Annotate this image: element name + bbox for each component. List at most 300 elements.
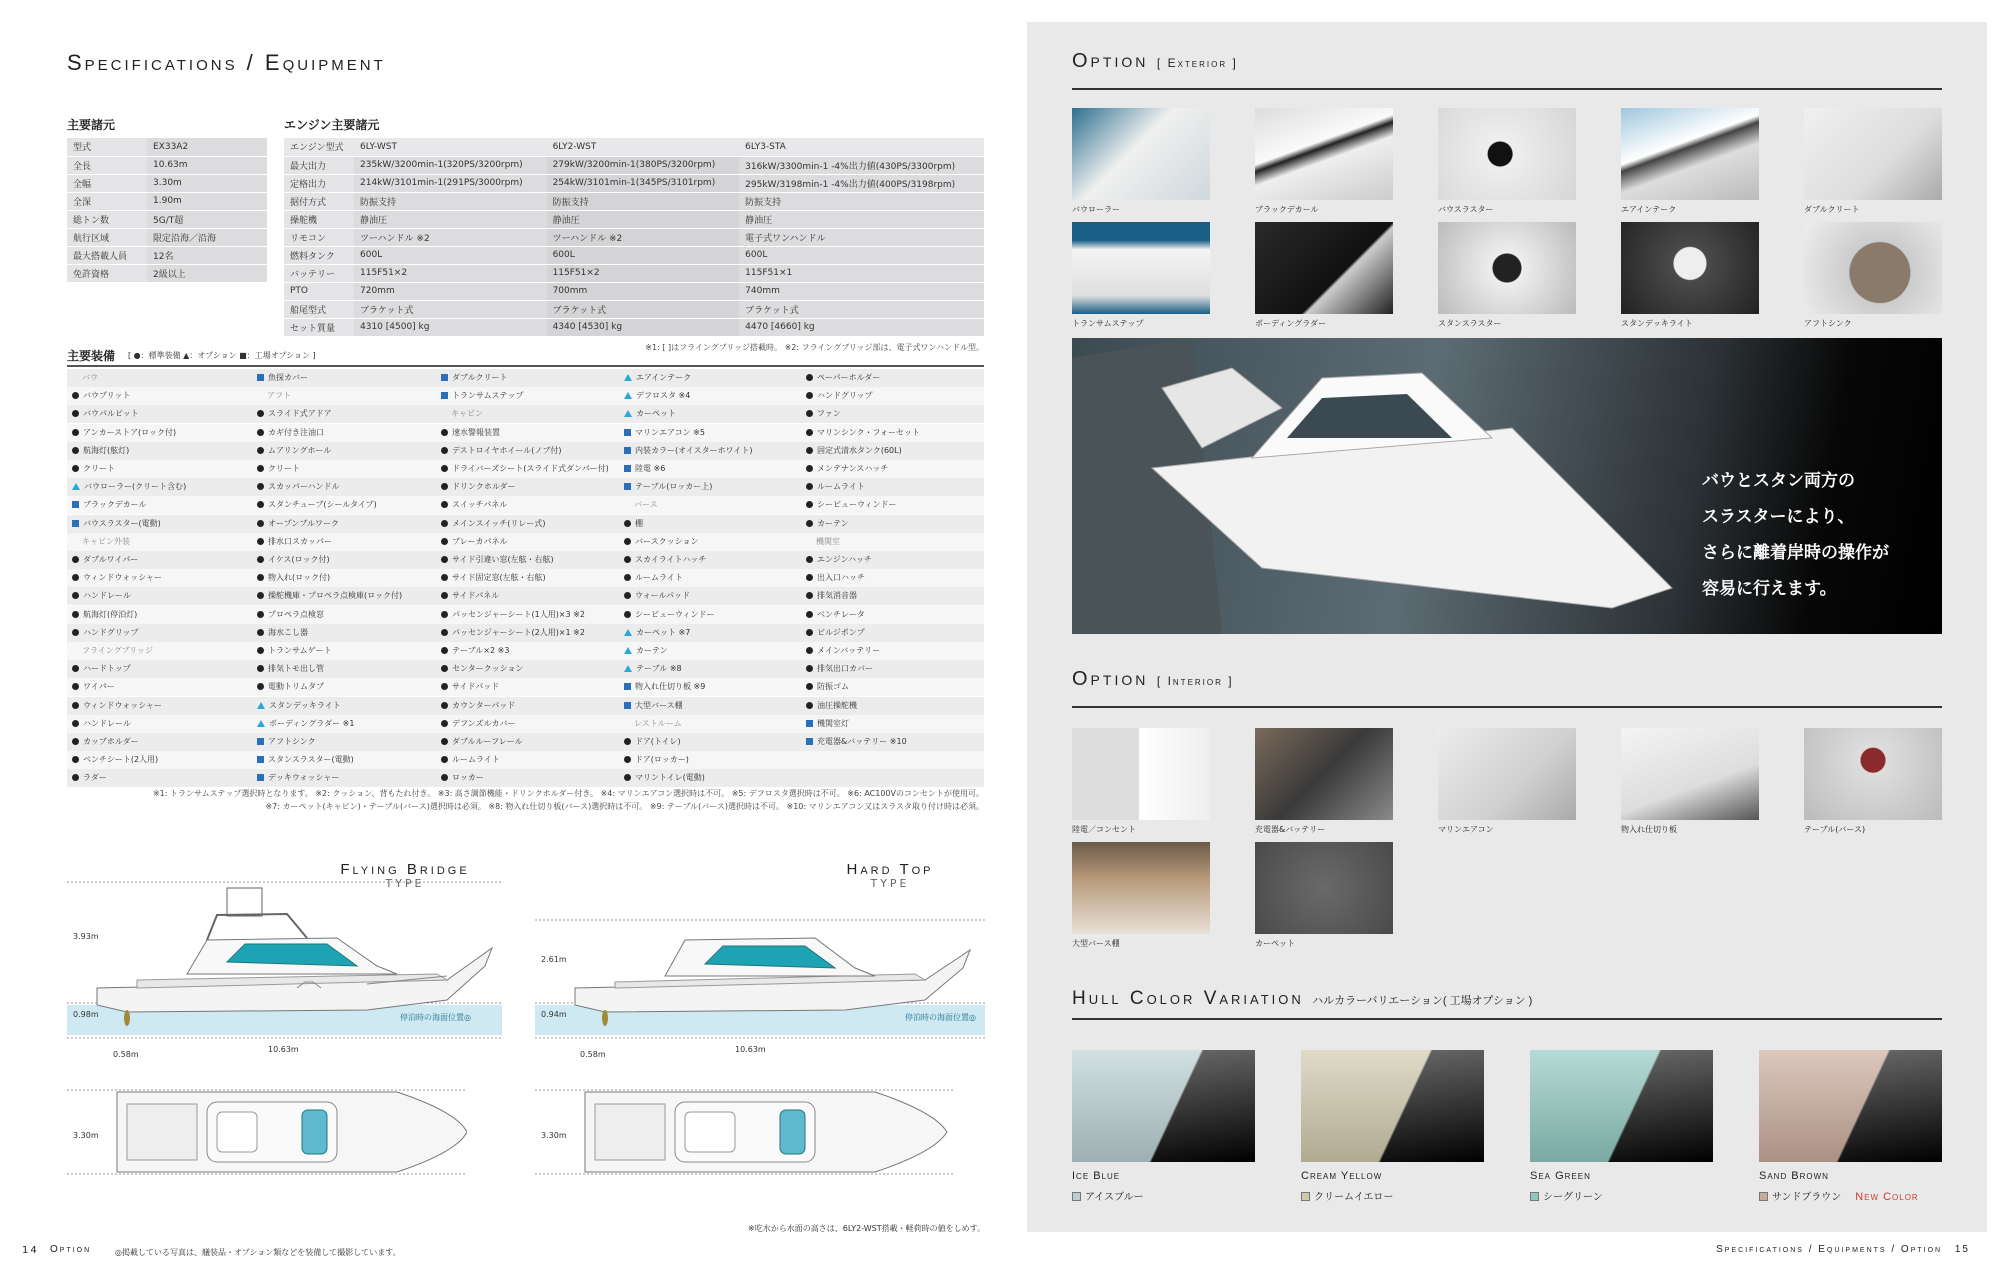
left-page-number: 14 <box>22 1245 39 1256</box>
photo-caption: ボーディングラダー <box>1255 319 1327 328</box>
equipment-item <box>257 751 354 769</box>
standard-marker-icon <box>72 429 79 436</box>
equipment-item-label: バウローラー(クリート含む) <box>84 482 187 492</box>
equipment-item-label: 速水警報装置 <box>452 427 500 437</box>
equipment-item-label: スカッパーハンドル <box>268 482 340 492</box>
equipment-item <box>257 424 324 442</box>
equipment-item-label: カーペット <box>636 409 676 419</box>
equipment-item-label: ダブルルーフレール <box>452 737 523 746</box>
equipment-row-bg <box>67 769 984 787</box>
standard-marker-icon <box>72 574 79 581</box>
equipment-item-label: スイッチパネル <box>452 500 508 510</box>
standard-marker-icon <box>806 683 813 690</box>
color-checkbox-icon <box>1301 1192 1310 1201</box>
equipment-item-label: アフト <box>267 391 291 401</box>
fb-height-label: 3.93m <box>73 932 99 941</box>
engine-spec-row <box>284 282 984 300</box>
standard-marker-icon <box>624 592 631 599</box>
equipment-item <box>441 442 562 460</box>
equipment-item-label: 陸電 ※6 <box>635 464 666 473</box>
standard-marker-icon <box>806 592 813 599</box>
equipment-item <box>72 424 176 442</box>
color-checkbox-icon <box>1072 1192 1081 1201</box>
equipment-item-label: サイド固定窓(左舷・右舷) <box>452 573 546 583</box>
standard-marker-icon <box>441 483 448 490</box>
standard-marker-icon <box>441 574 448 581</box>
fb-side-drawing <box>67 870 502 1070</box>
equipment-item <box>806 715 849 733</box>
equipment-item <box>257 606 324 624</box>
standard-marker-icon <box>441 501 448 508</box>
exterior-title-sub: [ Exterior ] <box>1156 56 1238 70</box>
standard-marker-icon <box>806 483 813 490</box>
equipment-item-label: ルームライト <box>635 573 683 583</box>
equipment-item-label: 航海灯(停泊灯) <box>83 609 138 619</box>
equipment-item <box>624 551 706 569</box>
equipment-item <box>257 533 332 551</box>
standard-marker-icon <box>806 520 813 527</box>
option-marker-icon <box>624 410 632 417</box>
equipment-item-label: カーテン <box>636 646 668 655</box>
equipment-item-label: 防振ゴム <box>817 682 849 692</box>
equipment-item <box>257 642 332 660</box>
ht-subtitle: TYPE <box>870 877 910 890</box>
main-spec-row <box>67 192 267 210</box>
equipment-item-label: カーペット ※7 <box>636 627 691 637</box>
equipment-item-label: 棚 <box>635 518 643 528</box>
equipment-item <box>257 369 308 387</box>
equipment-item <box>72 587 131 605</box>
equipment-item-label: ハードトップ <box>83 664 131 674</box>
factory-option-marker-icon <box>624 702 631 709</box>
ht-draft-label: 0.94m <box>541 1010 567 1019</box>
hull-color-jp <box>1530 1188 1603 1203</box>
equipment-item <box>441 424 500 442</box>
equipment-item-label: ハンドグリップ <box>83 627 139 637</box>
equipment-item-label: バースクッション <box>635 536 699 546</box>
equipment-item-label: テーブル(ロッカー上) <box>635 482 713 492</box>
main-spec-value: 12名 <box>147 246 267 264</box>
standard-marker-icon <box>441 447 448 454</box>
equipment-item <box>72 387 130 405</box>
standard-marker-icon <box>441 538 448 545</box>
photo-caption: ブラックデカール <box>1255 205 1319 214</box>
equipment-item-label: ウォールパッド <box>635 591 690 601</box>
equipment-item <box>624 697 683 715</box>
hull-shading <box>1072 1050 1255 1162</box>
standard-marker-icon <box>72 665 79 672</box>
engine-spec-cell: 最大出力 <box>284 156 354 174</box>
standard-marker-icon <box>624 611 631 618</box>
photo-caption: エアインテーク <box>1621 205 1677 214</box>
equipment-item-label: センタークッション <box>452 664 524 674</box>
equipment-item <box>82 642 153 660</box>
equipment-item <box>441 733 523 751</box>
engine-note: ※1: [ ]はフライングブリッジ搭載時。 ※2: フライングブリッジ部は、電子式ワンハンドル型。 <box>645 343 984 352</box>
engine-spec-cell: 295kW/3198min-1 -4%出力値(400PS/3198rpm) <box>739 174 984 192</box>
standard-marker-icon <box>72 756 79 763</box>
equipment-item <box>806 606 865 624</box>
equipment-item <box>82 533 130 551</box>
main-spec-value: 1.90m <box>147 192 267 210</box>
interior-photo <box>1255 728 1393 820</box>
interior-photo <box>1804 728 1942 820</box>
equipment-item <box>72 660 131 678</box>
main-spec-value: EX33A2 <box>147 138 267 156</box>
option-marker-icon <box>624 647 632 654</box>
equipment-item-label: ダブルクリート <box>452 373 508 382</box>
equipment-item-label: メインバッテリー <box>817 646 881 655</box>
standard-marker-icon <box>806 702 813 709</box>
main-spec-value: 10.63m <box>147 156 267 174</box>
main-spec-row <box>67 138 267 156</box>
standard-marker-icon <box>624 574 631 581</box>
hull-color-jp <box>1759 1188 1919 1203</box>
equipment-item-label: カーテン <box>817 518 849 528</box>
equipment-item-label: 魚探カバー <box>268 373 308 382</box>
equipment-item <box>806 587 857 605</box>
equipment-item <box>72 460 115 478</box>
engine-spec-cell: PTO <box>284 282 354 300</box>
equipment-item <box>624 442 753 460</box>
main-spec-value: 2級以上 <box>147 264 267 282</box>
equipment-item-label: ドア(トイレ) <box>635 737 681 746</box>
equipment-item-label: 機関室灯 <box>817 718 849 728</box>
equipment-item <box>624 751 689 769</box>
interior-photo <box>1621 728 1759 820</box>
equipment-item-label: カギ付き注油口 <box>268 427 324 437</box>
standard-marker-icon <box>257 501 264 508</box>
equipment-item-label: 操舵機庫・プロペラ点検庫(ロック付) <box>268 591 403 601</box>
equipment-item-label: ベンチシート(2人用) <box>83 755 159 765</box>
equipment-item-label: メンテナンスハッチ <box>817 464 889 473</box>
hull-color-name: Sand Brown <box>1759 1170 1829 1182</box>
equipment-item <box>257 624 308 642</box>
equipment-item <box>624 387 690 405</box>
equipment-item-label: イケス(ロック付) <box>268 555 330 564</box>
equipment-item <box>72 478 186 496</box>
engine-spec-cell: ツーハンドル ※2 <box>547 228 740 246</box>
fb-title: Flying Bridge <box>340 861 470 878</box>
hull-color-swatch <box>1759 1050 1942 1162</box>
hull-color-jp-label: サンドブラウン <box>1772 1192 1842 1203</box>
main-specs-table <box>67 138 267 283</box>
equipment-item <box>257 442 331 460</box>
color-checkbox-icon <box>1759 1192 1768 1201</box>
equipment-item-label: ハンドレール <box>83 718 131 728</box>
equipment-item <box>806 442 902 460</box>
equipment-item <box>441 715 515 733</box>
equipment-item <box>806 733 907 751</box>
equipment-item <box>634 496 658 514</box>
equipment-item-label: 固定式清水タンク(60L) <box>817 445 902 455</box>
engine-spec-cell: 静油圧 <box>547 210 740 228</box>
equipment-item <box>441 606 585 624</box>
main-spec-value: 3.30m <box>147 174 267 192</box>
equipment-item-label: ドア(ロッカー) <box>635 755 689 765</box>
equipment-item <box>257 460 300 478</box>
equipment-item <box>72 496 147 514</box>
equipment-item <box>624 678 705 696</box>
standard-marker-icon <box>806 429 813 436</box>
standard-marker-icon <box>806 410 813 417</box>
standard-marker-icon <box>72 447 79 454</box>
standard-marker-icon <box>441 592 448 599</box>
standard-marker-icon <box>72 611 79 618</box>
standard-marker-icon <box>72 410 79 417</box>
hull-color-jp <box>1301 1188 1393 1203</box>
exterior-title-main: Option <box>1072 50 1149 72</box>
main-spec-row <box>67 228 267 246</box>
equipment-item-label: メインスイッチ(リレー式) <box>452 518 546 528</box>
engine-spec-cell: 740mm <box>739 282 984 300</box>
equipment-item-label: パッセンジャーシート(1人用)×3 ※2 <box>452 609 585 619</box>
equipment-item-label: フライングブリッジ <box>82 646 153 655</box>
photo-caption: 充電器&バッテリー <box>1255 825 1326 834</box>
photo-caption: テーブル(バース) <box>1804 825 1866 834</box>
engine-spec-cell: ブラケット式 <box>547 300 740 318</box>
factory-option-marker-icon <box>624 447 631 454</box>
standard-marker-icon <box>806 629 813 636</box>
equipment-item-label: スタンデッキライト <box>269 700 341 710</box>
equipment-item-label: マリンシンク・フォーセット <box>817 427 920 437</box>
equipment-item <box>441 551 554 569</box>
equipment-item-label: ウィンドウォッシャー <box>83 573 163 583</box>
equipment-item-label: クリート <box>83 464 115 473</box>
engine-spec-cell: 279kW/3200min-1(380PS/3200rpm) <box>547 156 740 174</box>
main-spec-key: 総トン数 <box>67 210 147 228</box>
engine-spec-cell: 700mm <box>547 282 740 300</box>
equipment-item <box>624 533 698 551</box>
hull-color-swatch <box>1301 1050 1484 1162</box>
equipment-item <box>806 697 857 715</box>
equipment-item-label: シービューウィンドー <box>817 500 897 510</box>
interior-photo <box>1255 842 1393 934</box>
option-marker-icon <box>72 483 80 490</box>
equipment-row-bg <box>67 533 984 551</box>
equipment-item <box>441 769 484 787</box>
hull-color-jp <box>1072 1188 1144 1203</box>
factory-option-marker-icon <box>624 429 631 436</box>
equipment-item <box>624 460 665 478</box>
equipment-item <box>624 733 681 751</box>
equipment-item-label: カウンターパッド <box>452 700 516 710</box>
equipment-item <box>72 751 158 769</box>
equipment-item-label: ハンドレール <box>83 591 131 601</box>
main-spec-key: 免許資格 <box>67 264 147 282</box>
equipment-item <box>72 515 161 533</box>
engine-header-cell: 6LY-WST <box>354 138 547 156</box>
standard-marker-icon <box>257 465 264 472</box>
equipment-item <box>257 551 330 569</box>
main-spec-row <box>67 210 267 228</box>
engine-spec-cell: 4310 [4500] kg <box>354 318 547 336</box>
equipment-item-label: サイド引違い窓(左舷・右舷) <box>452 555 554 564</box>
hero-line-3: さらに離着岸時の操作が <box>1702 543 1889 563</box>
factory-option-marker-icon <box>624 683 631 690</box>
equipment-item <box>441 751 500 769</box>
standard-marker-icon <box>441 556 448 563</box>
equipment-item-label: カップホルダー <box>83 737 139 746</box>
equipment-item-label: ボーディングラダー ※1 <box>269 718 355 728</box>
equipment-item-label: ハンドグリップ <box>817 391 873 401</box>
equipment-item <box>441 569 546 587</box>
interior-rule <box>1072 706 1942 708</box>
interior-title-sub: [ Interior ] <box>1156 674 1234 688</box>
standard-marker-icon <box>257 483 264 490</box>
equipment-item-label: 海水こし器 <box>268 627 308 637</box>
standard-marker-icon <box>257 574 264 581</box>
factory-option-marker-icon <box>257 374 264 381</box>
standard-marker-icon <box>806 556 813 563</box>
equipment-item <box>441 369 508 387</box>
exterior-photo <box>1621 222 1759 314</box>
exterior-photo <box>1072 108 1210 200</box>
equipment-item-label: テーブル ※8 <box>636 664 682 674</box>
main-spec-row <box>67 246 267 264</box>
hull-shading <box>1759 1050 1942 1162</box>
engine-specs-heading: エンジン主要諸元 <box>284 118 380 132</box>
main-spec-value: 5G/T超 <box>147 210 267 228</box>
equipment-item-label: シービューウィンドー <box>635 609 715 619</box>
engine-spec-cell: ツーハンドル ※2 <box>354 228 547 246</box>
equipment-item <box>441 387 523 405</box>
standard-marker-icon <box>624 538 631 545</box>
equipment-item <box>72 715 131 733</box>
equipment-item <box>624 606 715 624</box>
factory-option-marker-icon <box>257 738 264 745</box>
exterior-photo <box>1072 222 1210 314</box>
hull-shading <box>1301 1050 1484 1162</box>
factory-option-marker-icon <box>806 720 813 727</box>
exterior-photo <box>1804 222 1942 314</box>
engine-spec-cell: 600L <box>739 246 984 264</box>
equipment-item <box>806 460 888 478</box>
equipment-item <box>257 405 332 423</box>
page-title: Specifications / Equipment <box>67 50 386 75</box>
equipment-item-label: 大型バース棚 <box>635 700 683 710</box>
equipment-item <box>72 405 139 423</box>
equipment-item-label: トランサムゲート <box>268 646 332 655</box>
equipment-item <box>441 678 499 696</box>
engine-specs-table <box>284 138 984 337</box>
main-spec-key: 全長 <box>67 156 147 174</box>
standard-marker-icon <box>441 683 448 690</box>
photo-caption: ダブルクリート <box>1804 205 1860 214</box>
standard-marker-icon <box>72 683 79 690</box>
standard-marker-icon <box>441 429 448 436</box>
photo-caption: 大型バース棚 <box>1072 939 1120 948</box>
right-page <box>1027 22 1987 1232</box>
equipment-item-label: ビルジポンプ <box>817 627 865 637</box>
equipment-item <box>257 715 354 733</box>
engine-spec-cell: 据付方式 <box>284 192 354 210</box>
equipment-item-label: サイドパッド <box>452 682 500 692</box>
engine-spec-cell: 115F51×1 <box>739 264 984 282</box>
ht-height-label: 2.61m <box>541 955 567 964</box>
fb-draft-label: 0.98m <box>73 1010 99 1019</box>
engine-spec-row <box>284 246 984 264</box>
equipment-item-label: バウプリット <box>83 391 131 401</box>
equipment-item-label: ダブルワイパー <box>83 555 139 564</box>
equipment-rule <box>67 365 984 367</box>
equipment-item-label: ルームライト <box>452 755 500 765</box>
ht-length-label: 10.63m <box>735 1045 766 1054</box>
standard-marker-icon <box>624 774 631 781</box>
standard-marker-icon <box>441 665 448 672</box>
standard-marker-icon <box>806 465 813 472</box>
hull-color-name: Cream Yellow <box>1301 1170 1383 1182</box>
equipment-item-label: ラダー <box>83 773 107 783</box>
standard-marker-icon <box>72 738 79 745</box>
equipment-item-label: 排気出口カバー <box>817 664 873 674</box>
equipment-item <box>441 496 507 514</box>
equipment-item <box>806 405 841 423</box>
interior-photo <box>1072 842 1210 934</box>
equipment-item <box>441 460 609 478</box>
equipment-item <box>806 478 865 496</box>
standard-marker-icon <box>257 592 264 599</box>
standard-marker-icon <box>72 592 79 599</box>
equipment-item-label: デフンズルカバー <box>452 718 516 728</box>
equipment-item <box>441 697 515 715</box>
equipment-item-label: 排気消音器 <box>817 591 857 601</box>
equipment-item-label: デストロイヤホイール(ノブ付) <box>452 445 562 455</box>
equipment-item <box>257 660 324 678</box>
equipment-item <box>441 478 516 496</box>
equipment-item <box>441 624 585 642</box>
equipment-item <box>806 642 880 660</box>
engine-spec-cell: 4470 [4660] kg <box>739 318 984 336</box>
equipment-item-label: マリンエアコン ※5 <box>635 427 705 437</box>
equipment-item <box>441 642 509 660</box>
standard-marker-icon <box>441 774 448 781</box>
equipment-item <box>257 678 324 696</box>
equipment-row-bg <box>67 405 984 423</box>
equipment-item-label: ムアリングホール <box>268 445 332 455</box>
photo-caption: トランサムステップ <box>1072 319 1144 328</box>
equipment-item-label: アンカーストア(ロック付) <box>83 427 177 437</box>
ht-waterline-label: 停泊時の海面位置◎ <box>905 1013 976 1022</box>
engine-spec-row <box>284 318 984 336</box>
right-page-number: 15 <box>1954 1244 1970 1255</box>
hull-shading <box>1530 1050 1713 1162</box>
equipment-item-label: ファン <box>817 409 841 419</box>
equipment-item <box>72 733 139 751</box>
hero-photo <box>1072 338 1942 634</box>
equipment-item-label: スタンチューブ(シールタイプ) <box>268 500 377 510</box>
exterior-title <box>1072 50 1238 73</box>
hero-copy <box>1702 463 1889 607</box>
equipment-item-label: バウ <box>82 373 98 382</box>
standard-marker-icon <box>806 392 813 399</box>
equipment-item <box>441 515 546 533</box>
option-marker-icon <box>624 374 632 381</box>
standard-marker-icon <box>806 374 813 381</box>
engine-spec-row <box>284 210 984 228</box>
equipment-item <box>72 606 137 624</box>
engine-spec-cell: リモコン <box>284 228 354 246</box>
color-checkbox-icon <box>1530 1192 1539 1201</box>
equipment-item-label: ウィンドウォッシャー <box>83 700 163 710</box>
option-marker-icon <box>257 720 265 727</box>
fb-stern-label: 0.58m <box>113 1050 139 1059</box>
equipment-item-label: ロッカー <box>452 773 484 783</box>
main-spec-key: 航行区域 <box>67 228 147 246</box>
fb-beam-label: 3.30m <box>73 1131 99 1140</box>
standard-marker-icon <box>257 629 264 636</box>
exterior-rule <box>1072 88 1942 90</box>
